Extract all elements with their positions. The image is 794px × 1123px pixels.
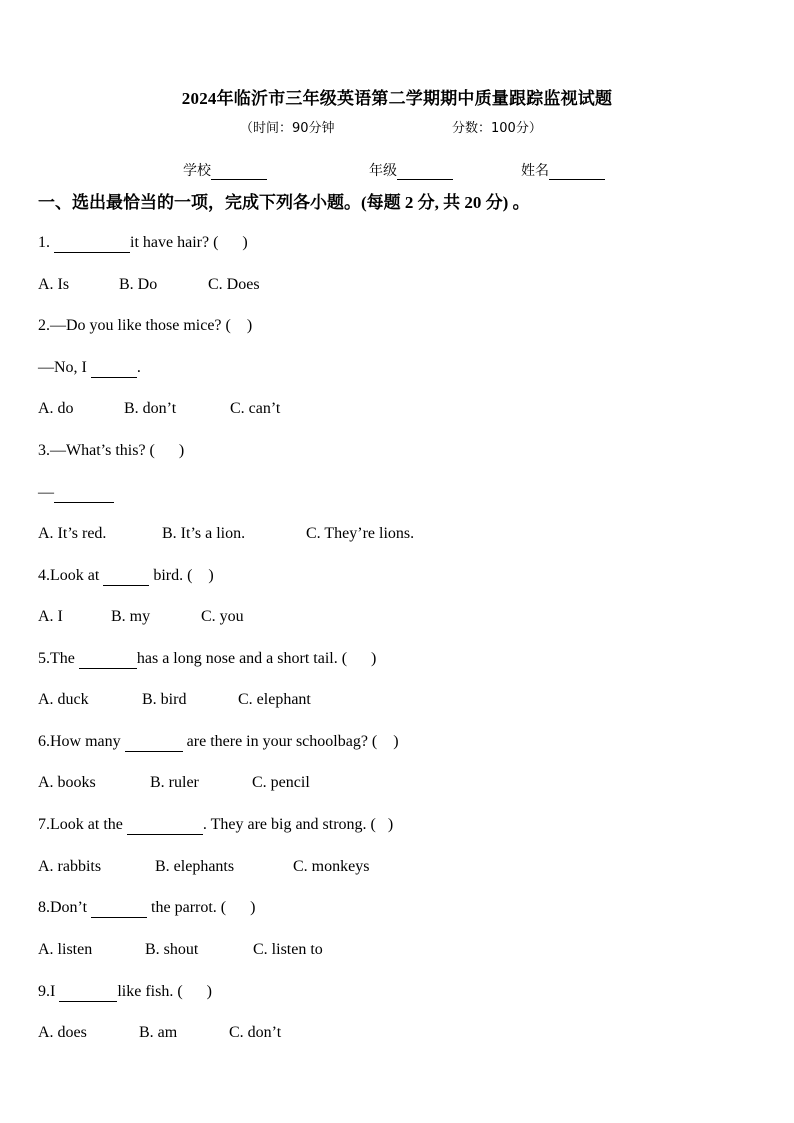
question-2-reply (38, 358, 141, 378)
question-text: —No, I (38, 359, 91, 376)
question-7 (38, 815, 393, 835)
option-a[interactable]: A. does (38, 1024, 87, 1041)
answer-blank[interactable] (91, 361, 137, 378)
option-a[interactable]: A. books (38, 774, 96, 791)
option-c[interactable]: C. Does (208, 276, 260, 293)
option-a[interactable]: A. It’s red. (38, 525, 107, 542)
exam-time: （时间：90分钟 (240, 121, 335, 136)
question-text: 6.How many (38, 733, 125, 750)
question-text: are there in your schoolbag? ( ) (182, 733, 399, 750)
question-text: 5.The (38, 650, 79, 667)
answer-blank[interactable] (91, 901, 147, 918)
question-text: . They are big and strong. ( ) (202, 816, 394, 833)
option-b[interactable]: B. shout (145, 941, 199, 958)
question-3 (38, 441, 184, 461)
option-b[interactable]: B. am (139, 1024, 178, 1041)
grade-blank[interactable] (397, 163, 453, 180)
question-5 (38, 649, 376, 669)
option-c[interactable]: C. They’re lions. (306, 525, 415, 542)
answer-blank[interactable] (54, 486, 114, 503)
option-b[interactable]: B. It’s a lion. (162, 525, 246, 542)
option-c[interactable]: C. elephant (238, 691, 311, 708)
option-a[interactable]: A. listen (38, 941, 93, 958)
answer-blank[interactable] (103, 569, 149, 586)
question-text: it have hair? ( ) (130, 234, 248, 251)
question-4 (38, 566, 214, 586)
option-b[interactable]: B. my (111, 608, 151, 625)
grade-label: 年级 (369, 163, 397, 179)
option-c[interactable]: C. monkeys (293, 858, 370, 875)
option-c[interactable]: C. pencil (252, 774, 310, 791)
question-8 (38, 898, 255, 918)
option-a[interactable]: A. I (38, 608, 63, 625)
question-text: 2.—Do you like those mice? ( ) (38, 317, 253, 334)
option-b[interactable]: B. Do (119, 276, 158, 293)
option-b[interactable]: B. don’t (124, 400, 177, 417)
question-text: 7.Look at the (38, 816, 127, 833)
question-text: 9.I (38, 983, 60, 1000)
question-text: 4.Look at (38, 567, 104, 584)
question-1 (38, 233, 248, 253)
option-a[interactable]: A. do (38, 400, 74, 417)
option-c[interactable]: C. you (201, 608, 244, 625)
student-info-fields (0, 160, 794, 182)
question-text: like fish. ( ) (117, 983, 212, 1000)
question-6 (38, 732, 399, 752)
school-label: 学校 (183, 163, 211, 179)
section-heading: 一、选出最恰当的一项，完成下列各小题。(每题 2 分, 共 20 分) 。 (38, 193, 530, 212)
option-c[interactable]: C. listen to (253, 941, 323, 958)
question-text: . (136, 359, 141, 376)
exam-info (0, 117, 794, 137)
option-a[interactable]: A. rabbits (38, 858, 102, 875)
question-text: 1. (38, 234, 54, 251)
option-b[interactable]: B. bird (142, 691, 187, 708)
question-text: 3.—What’s this? ( ) (38, 442, 185, 459)
option-b[interactable]: B. elephants (155, 858, 235, 875)
option-c[interactable]: C. don’t (229, 1024, 282, 1041)
school-blank[interactable] (211, 163, 267, 180)
option-b[interactable]: B. ruler (150, 774, 199, 791)
answer-blank[interactable] (127, 818, 203, 835)
question-text: has a long nose and a short tail. ( ) (136, 650, 377, 667)
answer-blank[interactable] (79, 652, 137, 669)
option-c[interactable]: C. can’t (230, 400, 281, 417)
answer-blank[interactable] (59, 985, 117, 1002)
question-text: the parrot. ( ) (147, 899, 256, 916)
name-field (521, 160, 605, 180)
question-2 (38, 316, 252, 336)
grade-field (369, 160, 453, 180)
name-label: 姓名 (521, 163, 549, 179)
page-title: 2024年临沂市三年级英语第二学期期中质量跟踪监视试题 (181, 89, 613, 108)
answer-blank[interactable] (54, 236, 130, 253)
answer-blank[interactable] (125, 735, 183, 752)
school-field (183, 160, 267, 180)
option-a[interactable]: A. Is (38, 276, 70, 293)
option-a[interactable]: A. duck (38, 691, 89, 708)
name-blank[interactable] (549, 163, 605, 180)
exam-score: 分数：100分） (452, 121, 542, 136)
question-9 (38, 982, 212, 1002)
question-text: — (38, 484, 54, 501)
question-text: 8.Don’t (38, 899, 92, 916)
question-3-reply (38, 483, 114, 503)
question-text: bird. ( ) (149, 567, 214, 584)
